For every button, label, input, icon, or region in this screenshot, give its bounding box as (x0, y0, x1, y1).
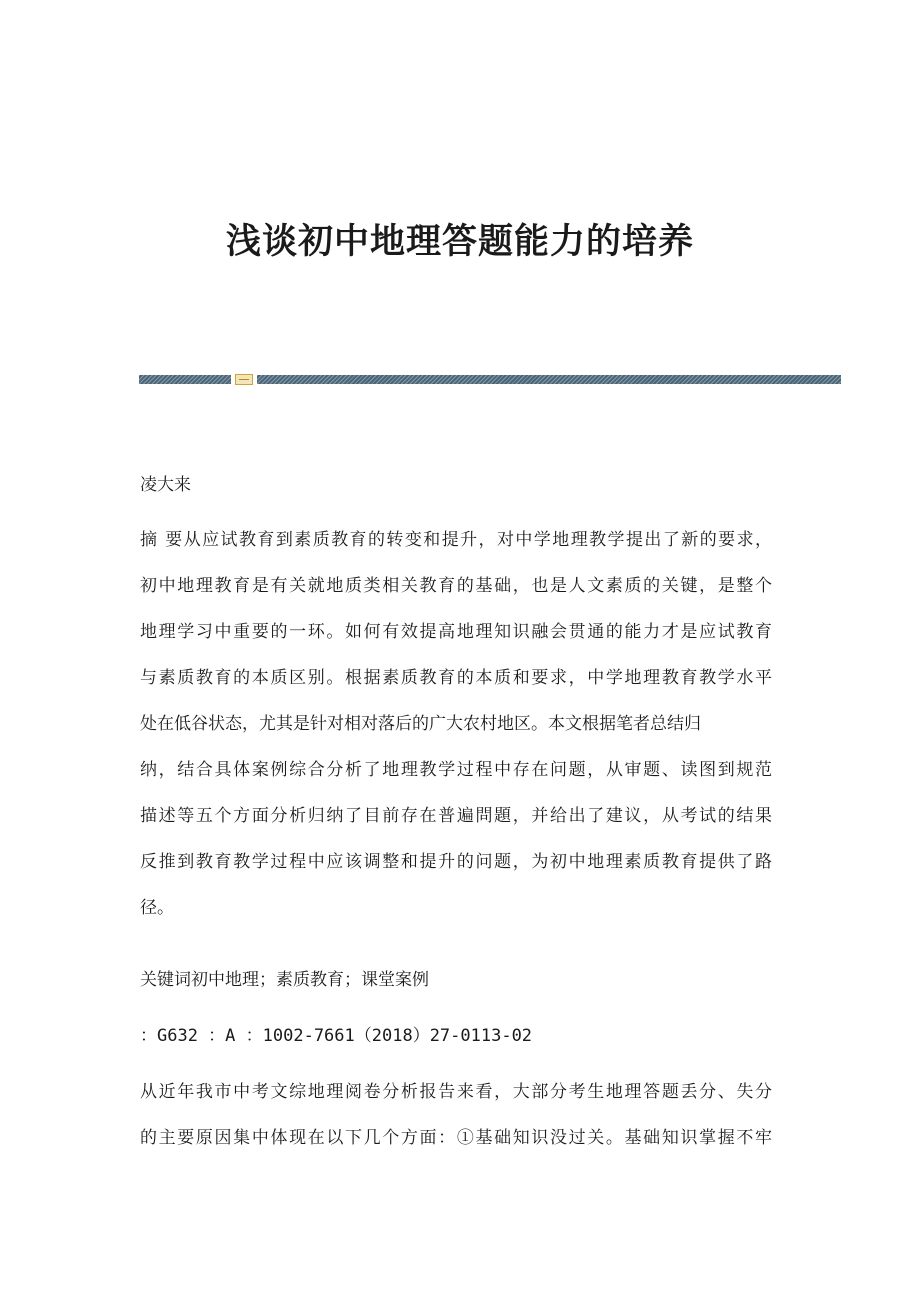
rule-ornament-icon (235, 374, 253, 385)
abstract-line: 初中地理教育是有关就地质类相关教育的基础，也是人文素质的关键，是整个 (140, 576, 772, 596)
abstract-line: 描述等五个方面分析归纳了目前存在普遍問題，并给出了建议，从考试的结果 (140, 806, 772, 826)
abstract-line: 摘 要从应试教育到素质教育的转变和提升，对中学地理教学提出了新的要求， (140, 530, 772, 550)
abstract-line: 处在低谷状态，尤其是针对相对落后的广大农村地区。本文根据笔者总结归 (140, 714, 701, 734)
abstract-line: 反推到教育教学过程中应该调整和提升的问题，为初中地理素质教育提供了路 (140, 852, 772, 872)
abstract-line: 地理学习中重要的一环。如何有效提高地理知识融会贯通的能力才是应试教育 (140, 622, 772, 642)
body-line: 的主要原因集中体现在以下几个方面：①基础知识没过关。基础知识掌握不牢 (140, 1128, 772, 1148)
document-title: 浅谈初中地理答题能力的培养 (225, 221, 694, 262)
keywords: 关键词初中地理；素质教育；课堂案例 (140, 970, 429, 990)
decorative-rule-right (257, 375, 841, 384)
abstract-line: 纳，结合具体案例综合分析了地理教学过程中存在问题，从审题、读图到规范 (140, 760, 772, 780)
abstract (140, 517, 772, 931)
abstract-line: 径。 (140, 898, 174, 918)
decorative-rule-left (139, 375, 231, 384)
body-paragraph (140, 1069, 772, 1161)
body-line: 从近年我市中考文综地理阅卷分析报告来看，大部分考生地理答题丢分、失分 (140, 1082, 772, 1102)
abstract-line: 与素质教育的本质区别。根据素质教育的本质和要求，中学地理教育教学水平 (140, 668, 772, 688)
author-name: 凌大来 (140, 475, 191, 495)
classification-codes: ：G632 ：A ：1002-7661（2018）27-0113-02 (140, 1026, 533, 1046)
